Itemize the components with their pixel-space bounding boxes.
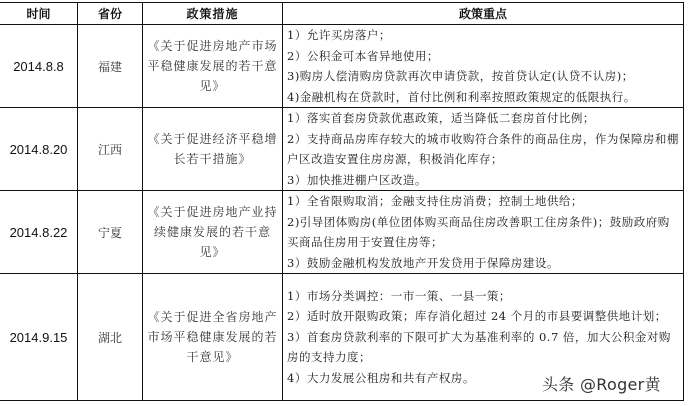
key-point: 4）大力发展公租房和共有产权房。 (287, 370, 475, 385)
key-point: 3）首套房贷款利率的下限可扩大为基准利率的 0.7 倍，加大公积金对购房的支持力度； (287, 329, 671, 365)
key-point: 3）加快推进棚户区改造。 (287, 172, 427, 187)
header-key-points: 政策重点 (283, 3, 684, 25)
key-points-cell (283, 25, 684, 108)
source-watermark: 头条 @Roger黄 (542, 372, 661, 395)
key-point: 1）全省限购取消；金融支持住房消费；控制土地供给； (287, 194, 583, 208)
date-cell: 2014.8.20 (0, 108, 78, 191)
key-point: 2）支持商品房库存较大的城市收购符合条件的商品住房，作为保障房和棚户区改造安置住房房源，积极消化库存； (287, 131, 679, 166)
measure-cell: 《关于促进房地产市场平稳健康发展的若干意见》 (143, 25, 283, 108)
table-row (0, 25, 684, 108)
key-point: 4)金融机构在贷款时，首付比例和利率按照政策规定的低限执行。 (287, 89, 636, 104)
key-point: 2）适时放开限购政策；库存消化超过 24 个月的市县要调整供地计划； (287, 309, 667, 324)
table-row (0, 108, 684, 191)
province-cell: 江西 (78, 108, 143, 191)
key-points-cell (283, 191, 684, 274)
header-row (0, 3, 684, 25)
measure-cell: 《关于促进全省房地产市场平稳健康发展的若干意见》 (143, 274, 283, 401)
key-point: 1）落实首套房贷款优惠政策，适当降低二套房首付比例； (287, 111, 595, 125)
key-point: 2)引导团体购房(单位团体购买商品住房改善职工住房条件)；鼓励政府购买商品住房用于安置住房等； (287, 214, 670, 249)
key-point: 1）市场分类调控：一市一策、一县一策； (287, 288, 511, 303)
header-province: 省份 (78, 3, 143, 25)
province-cell: 福建 (78, 25, 143, 108)
date-cell: 2014.8.8 (0, 25, 78, 108)
key-point: 2）公积金可本省异地使用； (287, 48, 439, 63)
header-date: 时间 (0, 3, 78, 25)
measure-cell: 《关于促进房地产业持续健康发展的若干意见》 (143, 191, 283, 274)
key-points-cell (283, 108, 684, 191)
date-cell: 2014.8.22 (0, 191, 78, 274)
key-point: 3)购房人偿清购房贷款再次申请贷款，按首贷认定(认贷不认房)； (287, 69, 634, 83)
date-cell: 2014.9.15 (0, 274, 78, 401)
table-row (0, 191, 684, 274)
measure-cell: 《关于促进经济平稳增长若干措施》 (143, 108, 283, 191)
province-cell: 宁夏 (78, 191, 143, 274)
key-point: 3）鼓励金融机构发放地产开发贷用于保障房建设。 (287, 255, 559, 270)
province-cell: 湖北 (78, 274, 143, 401)
key-point: 1）允许买房落户； (287, 28, 391, 42)
header-measure: 政策措施 (143, 3, 283, 25)
policy-table (0, 2, 684, 401)
